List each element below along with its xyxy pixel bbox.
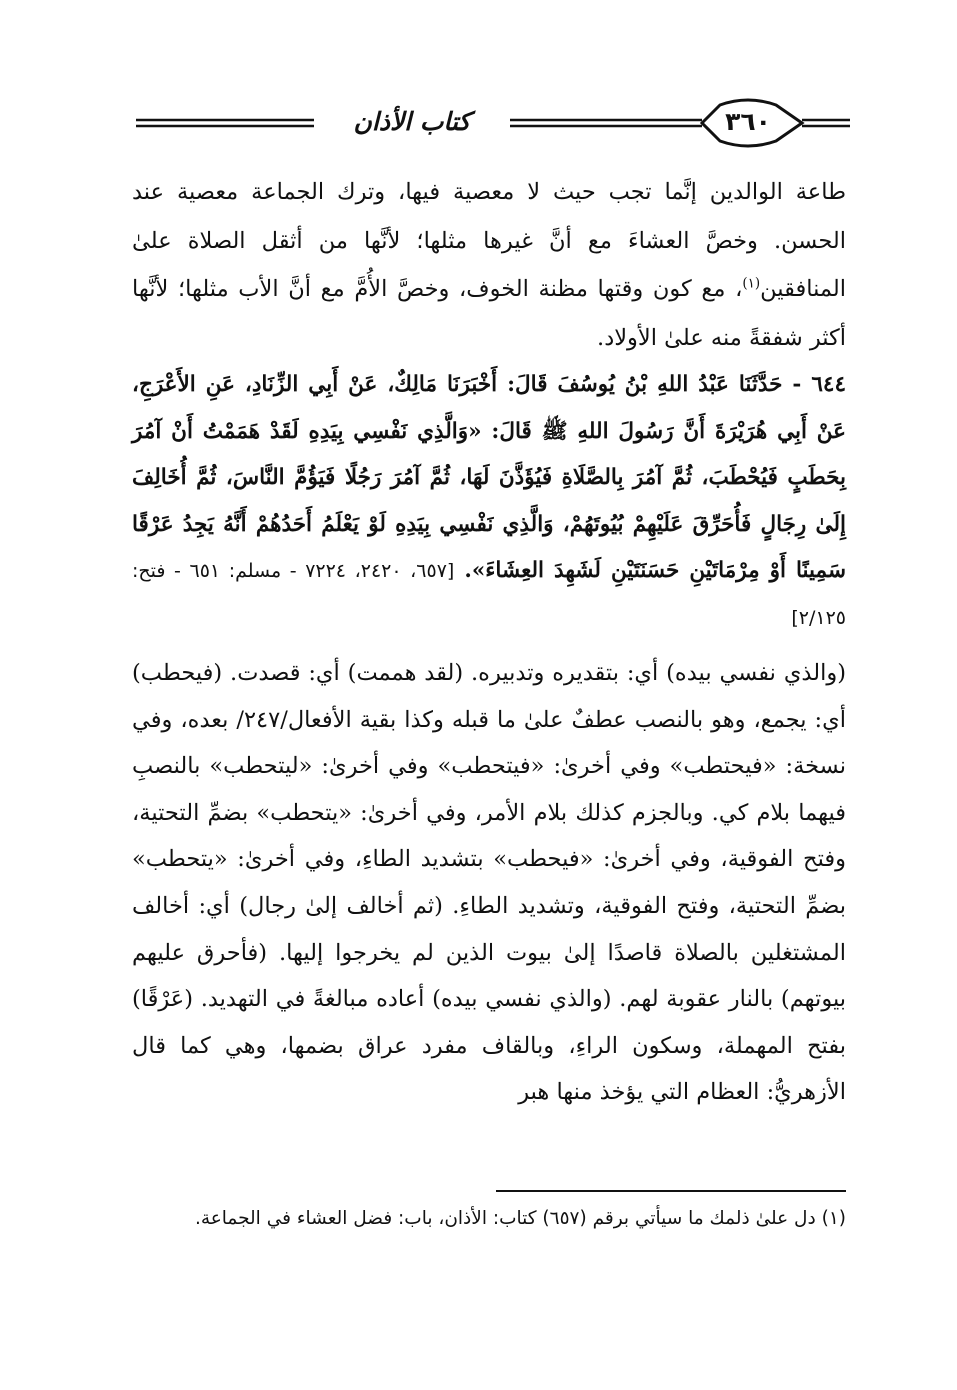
intro-text-1: طاعة الوالدين إنَّما تجب حيث لا معصية فيها، وترك الجماعة معصية عند الحسن. وخصَّ العشاءَ مع أنَّ غيرها مثلها؛ لأنَّها من أثقل الصلاة علىٰ المنافقين xyxy=(132,179,846,302)
commentary-text: (والذي نفسي بيده) أي: بتقديره وتدبيره. (لقد هممت) أي: قصدت. (فيحطب) أي: يجمع، وهو بالنصب عطفٌ علىٰ ما قبله وكذا بقية الأفعال/٢٤٧/ بعده، وفي نسخة: «فيحتطب» وفي أخرىٰ: «فيتحطب» وفي أخرىٰ: «ليتحطب» بالنصبِ فيهما بلام كي. وبالجزم كذلك بلام الأمر، وفي أخرىٰ: «يتحطب» بضمِّ التحتية، وفتح الفوقية، وفي أخرىٰ: «فيحطب» بتشديد الطاءِ، وفي أخرىٰ: «يتحطب» بضمِّ التحتية، وفتح الفوقية، وتشديد الطاءِ. (ثم أخالف إلىٰ رجال) أي: أخالف المشتغلين بالصلاة قاصدًا إلىٰ بيوت الذين لم يخرجوا إليها. (فأحرق عليهم بيوتهم) بالنار عقوبة لهم. (والذي نفسي بيده) أعاده مبالغةً في التهديد. (عَرْقًا) بفتح المهملة، وسكون الراءِ، وبالقاف مفرد عراق بضمها، وهي كما قال الأزهريُّ: العظام التي يؤخذ منها هبر xyxy=(132,660,846,1106)
running-title: كتاب الأذان xyxy=(314,100,510,144)
footnote-marker: (١) xyxy=(742,275,761,292)
hadith-references: [٦٥٧، ٢٤٢٠، ٧٢٢٤ - مسلم: ٦٥١ - فتح: ٢/١٢٥] xyxy=(132,560,846,629)
hadith-block xyxy=(132,362,846,641)
page-number: ٣٦٠ xyxy=(725,107,771,136)
intro-text-2: ، مع كون وقتها مظنة الخوف، وخصَّ الأُمَّ مع أنَّ الأب مثلها؛ لأنَّها أكثر شفقةً منه علىٰ الأولاد. xyxy=(132,276,846,351)
footnote-text: (١) دل علىٰ ذلمك ما سيأتي برقم (٦٥٧) كتاب: الأذان، باب: فضل العشاء في الجماعة. xyxy=(194,1208,846,1229)
intro-paragraph xyxy=(132,168,846,362)
footnote-block xyxy=(132,1200,846,1238)
commentary-block xyxy=(132,650,846,1116)
hadith-text: ٦٤٤ - حَدَّثَنَا عَبْدُ اللهِ بْنُ يُوسُفَ قَالَ: أَخْبَرَنَا مَالِكٌ، عَنْ أَبِي الزِّنَادِ، عَنِ الأَعْرَجِ، عَنْ أَبِي هُرَيْرَةَ أَنَّ رَسُولَ اللهِ ﷺ قَالَ: «وَالَّذِي نَفْسِي بِيَدِهِ لَقَدْ هَمَمْتُ أَنْ آمُرَ بِحَطَبٍ فَيُحْطَبَ، ثُمَّ آمُرَ بِالصَّلَاةِ فَيُؤَذَّنَ لَهَا، ثُمَّ آمُرَ رَجُلًا فَيَؤُمَّ النَّاسَ، ثُمَّ أُخَالِفَ إِلَىٰ رِجَالٍ فَأُحَرِّقَ عَلَيْهِمْ بُيُوتَهُمْ، وَالَّذِي نَفْسِي بِيَدِهِ لَوْ يَعْلَمُ أَحَدُهُمْ أَنَّهُ يَجِدُ عَرْقًا سَمِينًا أَوْ مِرْمَاتَيْنِ حَسَنَتَيْنِ لَشَهِدَ العِشَاءَ». xyxy=(132,372,846,583)
page-header xyxy=(136,96,850,150)
footnote-divider xyxy=(496,1190,846,1192)
